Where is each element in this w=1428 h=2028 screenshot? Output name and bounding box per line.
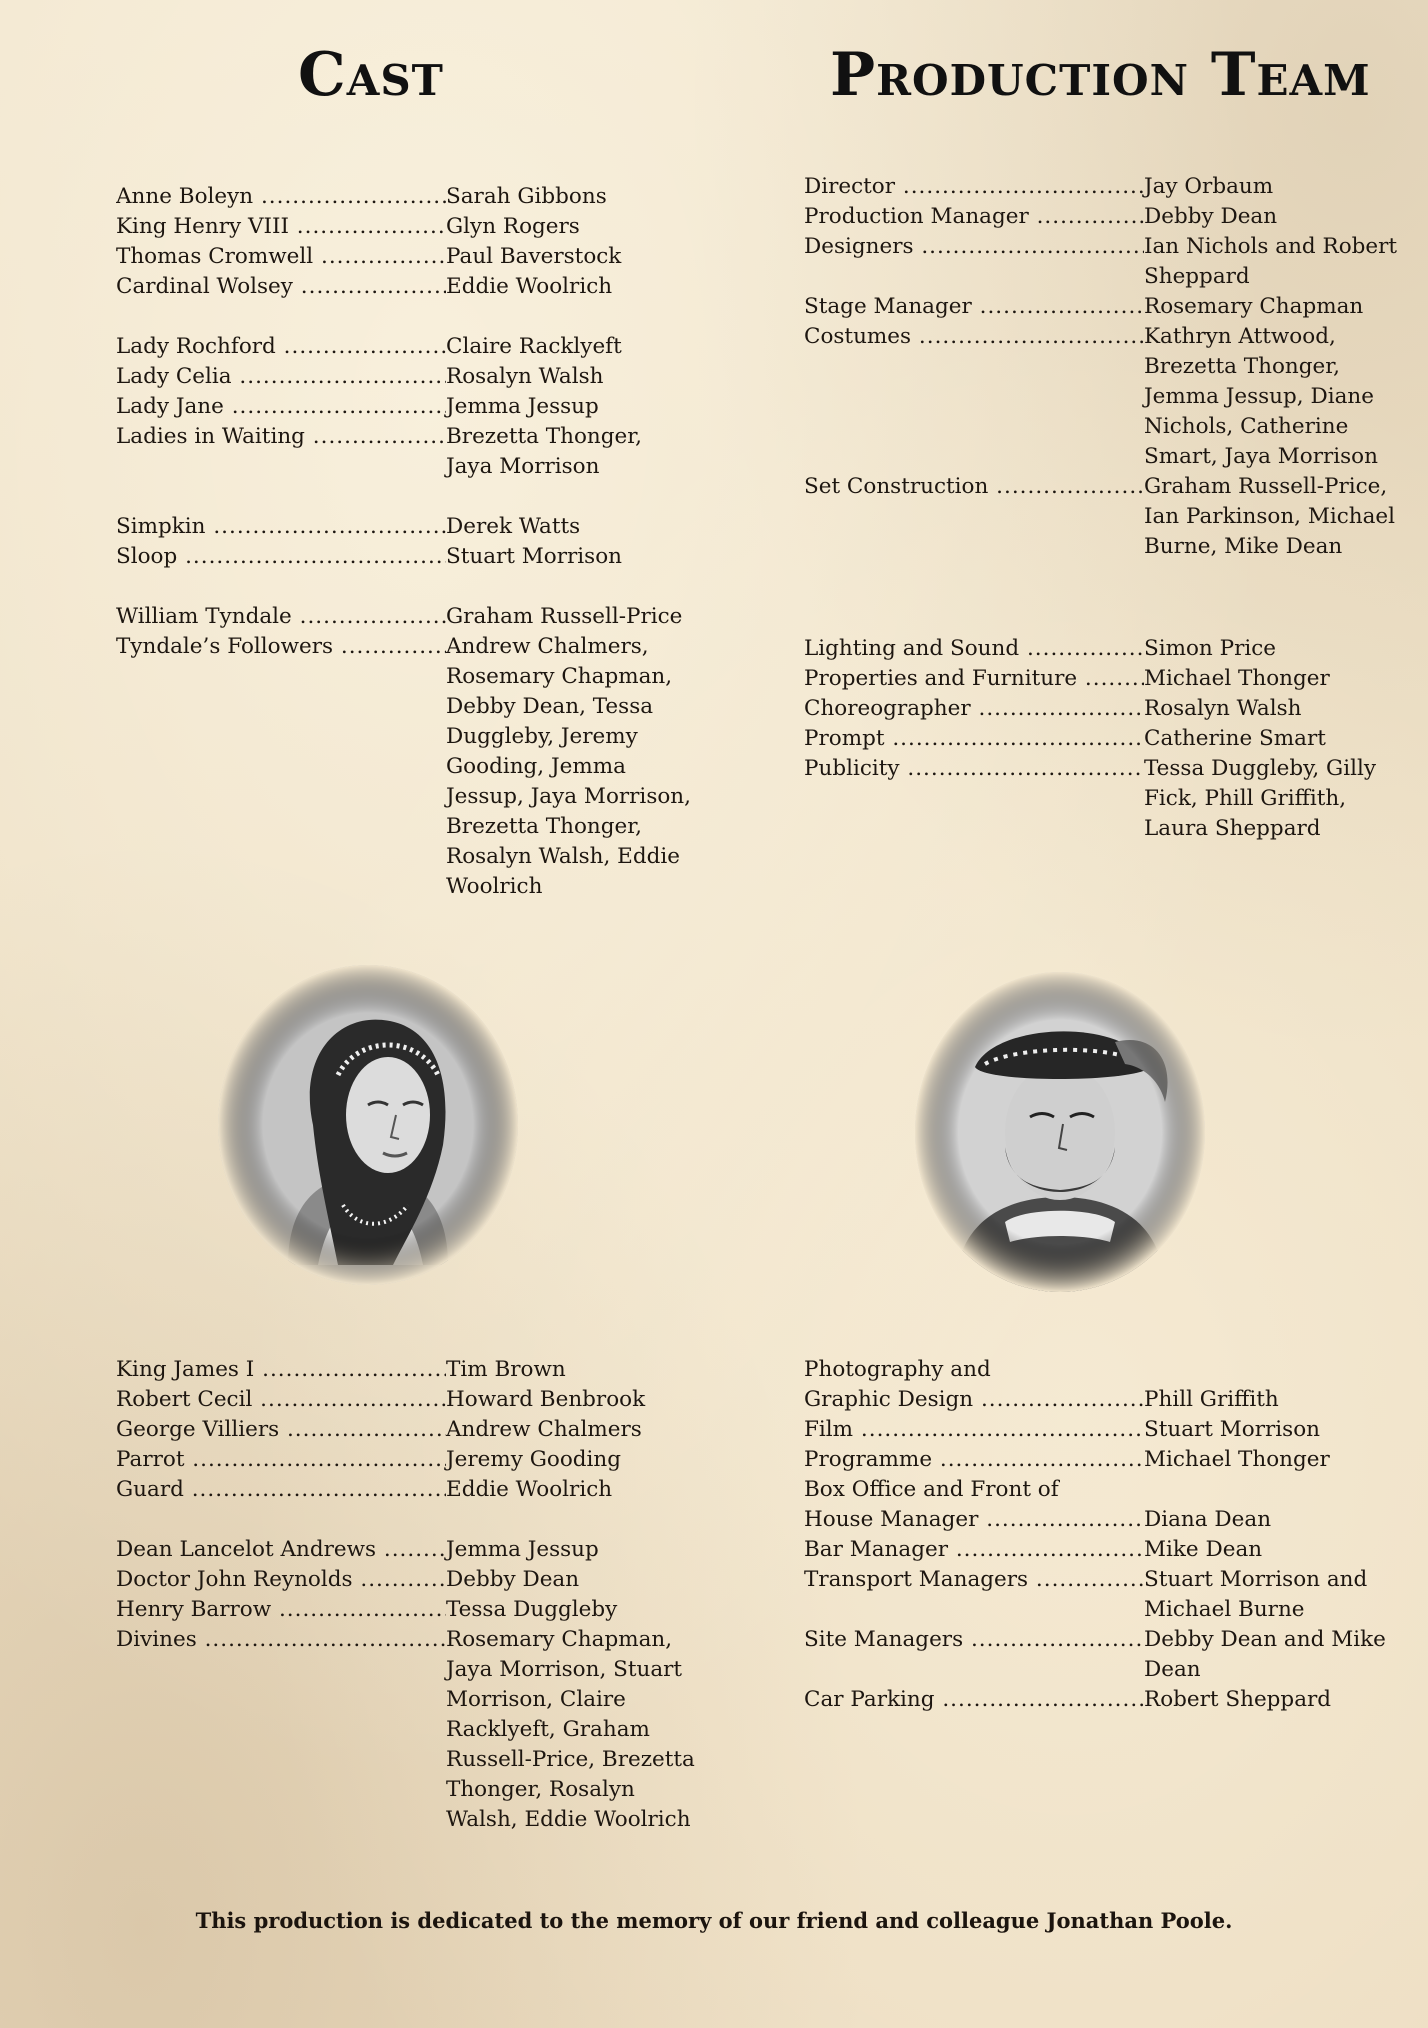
credit-role: Graphic Design ..... [804,1385,1144,1415]
credit-name: Stuart Morrison [1144,1417,1320,1442]
credit-name: Rosemary Chapman [1144,294,1364,319]
credit-name: Jemma Jessup [446,394,599,419]
credit-name: Diana Dean [1144,1507,1272,1532]
credit-name: Brezetta Thonger, [446,814,642,839]
production-team-heading: Production Team [830,40,1371,110]
credit-name: Jemma Jessup [446,1537,599,1562]
credit-row [804,1505,1414,1535]
credit-row [804,1625,1414,1655]
credit-name: Rosalyn Walsh [446,364,604,389]
production-list-top [804,172,1414,562]
credit-name: Andrew Chalmers [446,1417,642,1442]
credit-name: Phill Griffith [1144,1387,1279,1412]
credit-name: Graham Russell-Price [446,604,683,629]
credit-name: Jessup, Jaya Morrison, [446,784,691,809]
credit-row [116,272,706,302]
credit-name: Claire Racklyeft [446,334,622,359]
credit-name: Tessa Duggleby [446,1597,618,1622]
credit-name: Fick, Phill Griffith, [1144,786,1347,811]
anne-boleyn-portrait-icon [218,965,518,1285]
credit-name: Derek Watts [446,514,581,539]
credit-row [116,452,706,482]
credit-name: Morrison, Claire [446,1687,626,1712]
credit-row [116,1565,706,1595]
credit-row [116,1805,706,1835]
credit-row [116,392,706,422]
credit-row [116,1655,706,1685]
credit-row [116,1745,706,1775]
credit-role: Prompt ..... [804,724,1144,754]
credit-row [116,662,706,692]
credit-role: Guard ..... [116,1475,446,1505]
credit-name: Nichols, Catherine [1144,414,1349,439]
credit-row [804,262,1414,292]
credit-row [116,1535,706,1565]
credit-row [804,292,1414,322]
credit-role: William Tyndale ..... [116,602,446,632]
credit-role: Publicity ..... [804,754,1144,784]
credit-role: Tyndale’s Followers ..... [116,632,446,662]
credit-row [116,1475,706,1505]
credit-name: Racklyeft, Graham [446,1717,650,1742]
credit-row [116,1775,706,1805]
credit-name: Brezetta Thonger, [1144,354,1340,379]
credit-row [804,664,1414,694]
credit-row [804,1445,1414,1475]
credit-name: Smart, Jaya Morrison [1144,444,1378,469]
credit-name: Duggleby, Jeremy [446,724,638,749]
credit-row [804,1535,1414,1565]
credit-name: Catherine Smart [1144,726,1326,751]
credit-name: Graham Russell-Price, [1144,474,1388,499]
credit-role: Dean Lancelot Andrews ..... [116,1535,446,1565]
credit-name: Woolrich [446,874,543,899]
credit-row [804,172,1414,202]
credit-name: Russell-Price, Brezetta [446,1747,695,1772]
credit-row [116,332,706,362]
credit-role: Car Parking ..... [804,1685,1144,1715]
credit-name: Jeremy Gooding [446,1447,622,1472]
credit-name: Rosemary Chapman, [446,1627,673,1652]
production-list-bottom [804,1355,1414,1715]
credit-name: Stuart Morrison [446,544,622,569]
credit-row [804,814,1414,844]
credit-name: Glyn Rogers [446,214,580,239]
credit-role: Costumes ..... [804,322,1144,352]
credit-row [116,512,706,542]
credit-name: Robert Sheppard [1144,1687,1332,1712]
credit-row [804,442,1414,472]
credit-row [804,1655,1414,1685]
credit-row [116,1625,706,1655]
credit-role: Lighting and Sound ..... [804,634,1144,664]
credit-name: Paul Baverstock [446,244,622,269]
credit-row [804,1685,1414,1715]
credit-row [804,322,1414,352]
credit-name: Andrew Chalmers, [446,634,649,659]
credit-name: Debby Dean, Tessa [446,694,654,719]
credit-name: Thonger, Rosalyn [446,1777,635,1802]
credit-row [116,182,706,212]
credit-name: Walsh, Eddie Woolrich [446,1807,691,1832]
credit-name: Jaya Morrison, Stuart [446,1657,683,1682]
credit-role: Production Manager ..... [804,202,1144,232]
credit-row [116,1445,706,1475]
credit-name: Rosalyn Walsh [1144,696,1302,721]
credit-role: Stage Manager ..... [804,292,1144,322]
credit-row [804,1565,1414,1595]
credit-row [116,362,706,392]
credit-name: Debby Dean [1144,204,1278,229]
credit-row [116,1715,706,1745]
credit-role: Sloop ..... [116,542,446,572]
credit-role: Programme ..... [804,1445,1144,1475]
credit-row [116,752,706,782]
credit-role: Divines ..... [116,1625,446,1655]
credit-row [804,754,1414,784]
credit-role: Cardinal Wolsey ..... [116,272,446,302]
credit-name: Jemma Jessup, Diane [1144,384,1374,409]
cast-list-top [116,182,706,902]
credit-name: Gooding, Jemma [446,754,626,779]
credit-row [116,872,706,902]
credit-role: Lady Jane ..... [116,392,446,422]
credit-name: Dean [1144,1657,1201,1682]
credit-name: Tessa Duggleby, Gilly [1144,756,1376,781]
credit-role: Robert Cecil ..... [116,1385,446,1415]
credit-name: Rosemary Chapman, [446,664,673,689]
credit-role: Transport Managers ..... [804,1565,1144,1595]
credit-row [116,212,706,242]
credit-role: Thomas Cromwell ..... [116,242,446,272]
credit-name: Michael Burne [1144,1597,1305,1622]
role-prefix: Photography and [804,1357,991,1382]
credit-name: Tim Brown [446,1357,566,1382]
credit-name: Eddie Woolrich [446,1477,613,1502]
credit-row [116,602,706,632]
credit-role: Set Construction ..... [804,472,1144,502]
role-prefix: Box Office and Front of [804,1477,1059,1502]
credit-role: Designers ..... [804,232,1144,262]
credit-role: Doctor John Reynolds ..... [116,1565,446,1595]
credit-row [116,632,706,662]
credit-name: Mike Dean [1144,1537,1263,1562]
credit-name: Sarah Gibbons [446,184,607,209]
credit-name: Debby Dean and Mike [1144,1627,1386,1652]
credit-role: Lady Celia ..... [116,362,446,392]
credit-role: King James I ..... [116,1355,446,1385]
henry-viii-portrait-icon [915,972,1205,1292]
credit-row [116,542,706,572]
cast-list-bottom [116,1355,706,1835]
credit-row [116,782,706,812]
credit-name: Ian Parkinson, Michael [1144,504,1396,529]
credit-row [804,784,1414,814]
credit-row [804,382,1414,412]
credit-row [804,202,1414,232]
credit-role: Lady Rochford ..... [116,332,446,362]
credit-name: Sheppard [1144,264,1250,289]
credit-row [116,812,706,842]
credit-name: Stuart Morrison and [1144,1567,1368,1592]
credit-row [116,842,706,872]
credit-row [804,532,1414,562]
credit-name: Simon Price [1144,636,1277,661]
credit-row [116,1595,706,1625]
credit-role: Director ..... [804,172,1144,202]
credit-name: Debby Dean [446,1567,580,1592]
credit-row [116,1355,706,1385]
credit-role: Film ..... [804,1415,1144,1445]
credit-row [116,722,706,752]
credit-row [116,692,706,722]
credit-row [116,422,706,452]
credit-row [804,472,1414,502]
credit-row [804,1415,1414,1445]
dedication-text: This production is dedicated to the memory of our friend and colleague Jonathan Poole. [195,1908,1233,1933]
credit-row [804,1385,1414,1415]
credit-name: Jay Orbaum [1144,174,1274,199]
credit-row [804,502,1414,532]
credit-role: Choreographer ..... [804,694,1144,724]
credit-role: Site Managers ..... [804,1625,1144,1655]
credit-role: Simpkin ..... [116,512,446,542]
credit-role: George Villiers ..... [116,1415,446,1445]
credit-role: Henry Barrow ..... [116,1595,446,1625]
credit-name: Michael Thonger [1144,666,1330,691]
credit-row [116,1385,706,1415]
credit-name: Kathryn Attwood, [1144,324,1336,349]
credit-name: Howard Benbrook [446,1387,646,1412]
credit-row [804,1595,1414,1625]
production-list-middle [804,634,1414,844]
credit-row [116,1685,706,1715]
credit-row [116,242,706,272]
credit-role: Anne Boleyn ..... [116,182,446,212]
credit-name: Jaya Morrison [446,454,600,479]
credit-name: Laura Sheppard [1144,816,1321,841]
credit-name: Burne, Mike Dean [1144,534,1343,559]
credit-row [116,1415,706,1445]
credit-name: Eddie Woolrich [446,274,613,299]
credit-name: Ian Nichols and Robert [1144,234,1398,259]
credit-role: Ladies in Waiting ..... [116,422,446,452]
credit-row [804,232,1414,262]
credit-role: King Henry VIII ..... [116,212,446,242]
credit-name: Rosalyn Walsh, Eddie [446,844,680,869]
credit-name: Brezetta Thonger, [446,424,642,449]
credit-role: Bar Manager ..... [804,1535,1144,1565]
credit-row [804,352,1414,382]
credit-name: Michael Thonger [1144,1447,1330,1472]
credit-role: Properties and Furniture ..... [804,664,1144,694]
cast-heading: Cast [298,40,444,110]
credit-row [804,694,1414,724]
credit-role: Parrot ..... [116,1445,446,1475]
credit-role: House Manager ..... [804,1505,1144,1535]
credit-row [804,634,1414,664]
credit-row [804,724,1414,754]
credit-row [804,412,1414,442]
